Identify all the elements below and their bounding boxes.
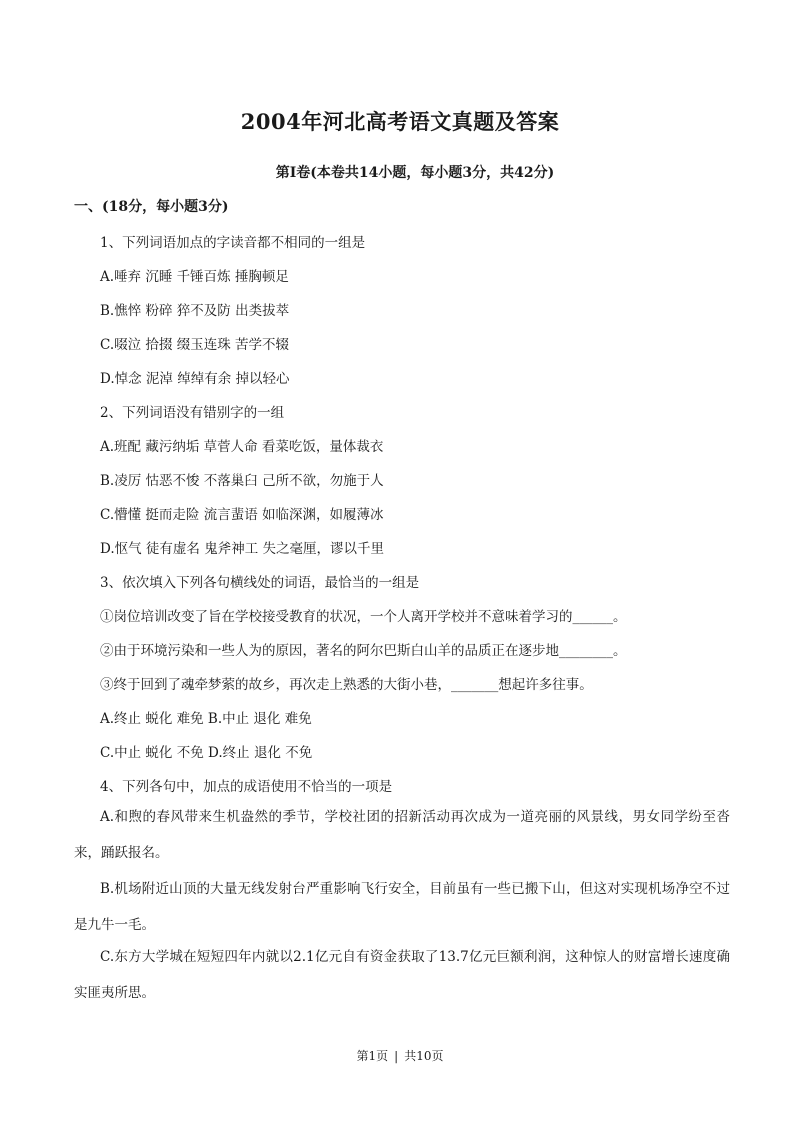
question-2-stem: 2、下列词语没有错别字的一组: [100, 405, 285, 421]
question-3-sentence-3: ③终于回到了魂牵梦萦的故乡，再次走上熟悉的大街小巷，_______想起许多往事。: [100, 677, 593, 693]
question-1-option-c: C.啜泣 拾掇 缀玉连珠 苦学不辍: [100, 337, 290, 353]
question-1-option-d: D.悼念 泥淖 绰绰有余 掉以轻心: [100, 371, 290, 387]
question-3-sentence-1: ①岗位培训改变了旨在学校接受教育的状况，一个人离开学校并不意味着学习的______。: [100, 609, 627, 625]
question-3-options-cd: C.中止 蜕化 不免 D.终止 退化 不免: [100, 745, 313, 761]
question-1-stem: 1、下列词语加点的字读音都不相同的一组是: [100, 235, 366, 251]
question-1-option-b: B.憔悴 粉碎 猝不及防 出类拔萃: [100, 303, 290, 319]
question-4-option-b: B.机场附近山顶的大量无线发射台严重影响飞行安全，目前虽有一些已搬下山，但这对实现机场净空不过是九牛一毛。: [74, 881, 730, 933]
question-2-option-a: A.班配 藏污纳垢 草菅人命 看菜吃饭，量体裁衣: [100, 439, 384, 455]
footer-separator: |: [394, 1049, 399, 1063]
question-4-option-a: A.和煦的春风带来生机盎然的季节，学校社团的招新活动再次成为一道亮丽的风景线，男女同学纷至沓来，踊跃报名。: [74, 809, 730, 861]
page-total: 共10页: [404, 1049, 444, 1063]
question-1-option-a: A.唾弃 沉睡 千锤百炼 捶胸顿足: [100, 269, 289, 285]
question-3-sentence-2: ②由于环境污染和一些人为的原因，著名的阿尔巴斯白山羊的品质正在逐步地________。: [100, 643, 627, 659]
question-2-option-b: B.凌厉 怙恶不悛 不落巢臼 己所不欲，勿施于人: [100, 473, 384, 489]
question-2-option-d: D.怄气 徒有虚名 鬼斧神工 失之毫厘，谬以千里: [100, 541, 385, 557]
question-2-option-c: C.懵懂 挺而走险 流言蜚语 如临深渊，如履薄冰: [100, 507, 384, 523]
question-3-options-ab: A.终止 蜕化 难免 B.中止 退化 难免: [100, 711, 312, 727]
page-number: 第1页: [356, 1049, 389, 1063]
paper-subtitle: 第Ⅰ卷(本卷共14小题，每小题3分，共42分): [275, 165, 555, 181]
question-3-stem: 3、依次填入下列各句横线处的词语，最恰当的一组是: [100, 575, 420, 591]
section-heading: 一、(18分，每小题3分): [74, 199, 229, 215]
question-4-stem: 4、下列各句中，加点的成语使用不恰当的一项是: [100, 779, 393, 795]
page-footer: [0, 1047, 800, 1064]
question-4-option-c: C.东方大学城在短短四年内就以2.1亿元自有资金获取了13.7亿元巨额利润，这种惊人的财富增长速度确实匪夷所思。: [74, 949, 730, 1001]
page-title: 2004年河北高考语文真题及答案: [240, 109, 560, 134]
